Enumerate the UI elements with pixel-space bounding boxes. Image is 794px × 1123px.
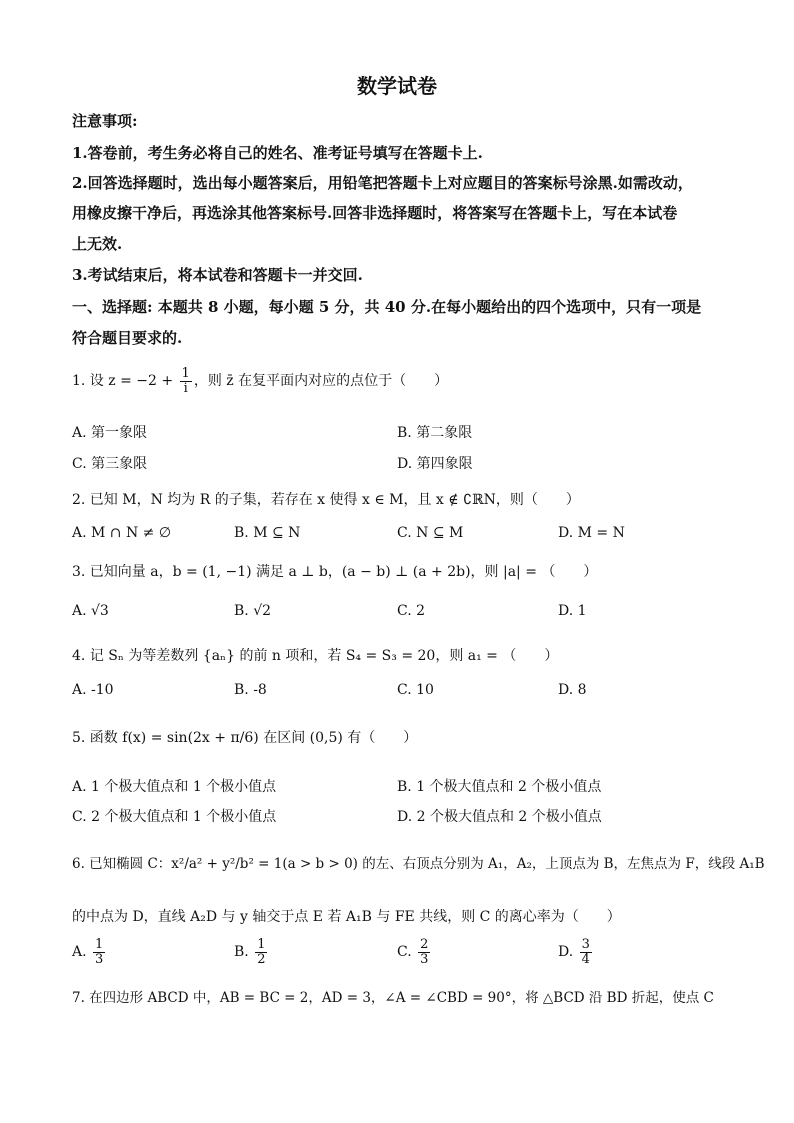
q6-option-c: C. $\frac{2}{3}$ <box>397 937 429 967</box>
q4-option-c: C. 10 <box>397 682 434 698</box>
notice-item: 3.考试结束后，将本试卷和答题卡一并交回. <box>72 266 363 284</box>
q6-option-a: A. $\frac{1}{3}$ <box>72 937 104 967</box>
notice-item: 1.答卷前，考生务必将自己的姓名、准考证号填写在答题卡上. <box>72 144 483 162</box>
q6-option-d: D. $\frac{3}{4}$ <box>558 937 590 967</box>
fraction: $\frac{2}{3}$ <box>420 937 429 967</box>
q5-option-d: D. 2 个极大值点和 2 个极小值点 <box>397 809 602 825</box>
section-heading-cont: 符合题目要求的. <box>72 329 183 347</box>
fraction: $\frac{1}{3}$ <box>95 937 104 967</box>
q1-option-a: A. 第一象限 <box>72 425 148 441</box>
q2-option-c: C. N ⊆ M <box>397 525 464 541</box>
q1-option-b: B. 第二象限 <box>397 425 473 441</box>
question-6-cont: 的中点为 D，直线 A₂D 与 y 轴交于点 E 若 A₁B 与 FE 共线，则 C 的离心率为（ ） <box>72 909 621 925</box>
question-1: 1. 设 z = −2 + $\frac{1}{i}$ ，则 z̄ 在复平面内对应的点位于（ ） <box>72 366 449 396</box>
question-5: 5. 函数 f(x) = sin(2x + π/6) 在区间 (0,5) 有（ ） <box>72 730 418 746</box>
question-2: 2. 已知 M，N 均为 R 的子集，若存在 x 使得 x ∈ M，且 x ∉ ∁ℝN，则（ ） <box>72 492 580 508</box>
q5-option-b: B. 1 个极大值点和 2 个极小值点 <box>397 779 602 795</box>
q2-option-b: B. M ⊆ N <box>234 525 301 541</box>
question-6: 6. 已知椭圆 C：x²/a² + y²/b² = 1(a > b > 0) 的左、右顶点分别为 A₁，A₂，上顶点为 B，左焦点为 F，线段 A₁B <box>72 856 765 872</box>
q3-option-a: A. √3 <box>72 603 109 619</box>
q3-option-c: C. 2 <box>397 603 426 619</box>
fraction: $\frac{1}{2}$ <box>257 937 266 967</box>
notice-item: 上无效. <box>72 235 123 253</box>
q2-option-d: D. M = N <box>558 525 625 541</box>
q4-option-d: D. 8 <box>558 682 587 698</box>
q1-option-c: C. 第三象限 <box>72 456 148 472</box>
notice-item: 2.回答选择题时，选出每小题答案后，用铅笔把答题卡上对应题目的答案标号涂黑.如需改动， <box>72 174 693 192</box>
page-title: 数学试卷 <box>357 74 437 98</box>
q4-option-a: A. -10 <box>72 682 114 698</box>
section-heading: 一、选择题: 本题共 8 小题，每小题 5 分，共 40 分.在每小题给出的四个选项中，只有一项是 <box>72 298 702 316</box>
q6-option-b: B. $\frac{1}{2}$ <box>234 937 266 967</box>
q1-option-d: D. 第四象限 <box>397 456 473 472</box>
q3-option-b: B. √2 <box>234 603 272 619</box>
notice-heading: 注意事项: <box>72 112 138 130</box>
notice-item: 用橡皮擦干净后，再选涂其他答案标号.回答非选择题时，将答案写在答题卡上，写在本试卷 <box>72 204 678 222</box>
q5-option-a: A. 1 个极大值点和 1 个极小值点 <box>72 779 277 795</box>
q3-option-d: D. 1 <box>558 603 587 619</box>
fraction: $\frac{1}{i}$ <box>181 366 190 396</box>
question-7: 7. 在四边形 ABCD 中，AB = BC = 2，AD = 3，∠A = ∠CBD = 90°，将 △BCD 沿 BD 折起，使点 C <box>72 990 714 1006</box>
q5-option-c: C. 2 个极大值点和 1 个极小值点 <box>72 809 277 825</box>
q2-option-a: A. M ∩ N ≠ ∅ <box>72 525 172 541</box>
question-3: 3. 已知向量 a，b = (1, −1) 满足 a ⊥ b，(a − b) ⊥ (a + 2b)，则 |a| = （ ） <box>72 564 598 580</box>
question-4: 4. 记 Sₙ 为等差数列 {aₙ} 的前 n 项和，若 S₄ = S₃ = 20，则 a₁ = （ ） <box>72 648 559 664</box>
fraction: $\frac{3}{4}$ <box>581 937 590 967</box>
q4-option-b: B. -8 <box>234 682 267 698</box>
